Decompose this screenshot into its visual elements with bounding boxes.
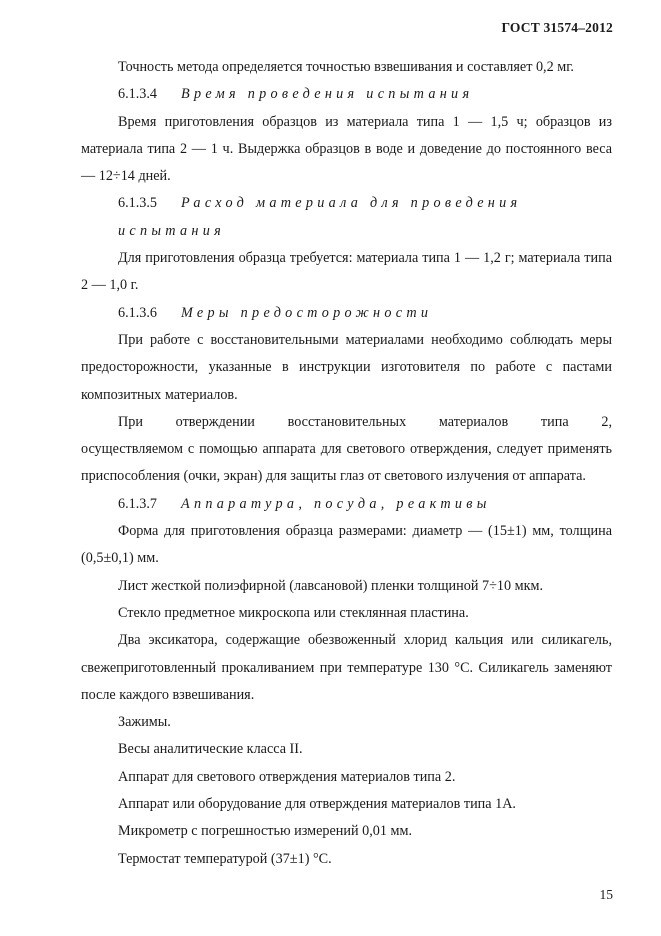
list-item-clamps: Зажимы. (118, 714, 171, 731)
section-number: 6.1.3.4 (118, 86, 158, 103)
section-heading-6-1-3-6 (81, 300, 612, 327)
paragraph-glass: Стекло предметное микроскопа или стеклянная пластина. (118, 604, 469, 621)
section-title: Аппаратура, посуда, реактивы (181, 495, 491, 512)
paragraph-desiccators: Два эксикатора, содержащие обезвоженный хлорид кальция или силикагель, свежеприготовленный прокаливанием при температуре 130 °С. Силикагель заменяют после каждого взвешивания. (81, 632, 612, 703)
paragraph-material-consumption: Для приготовления образца требуется: материала типа 1 — 1,2 г; материала типа 2 — 1,0 г. (81, 250, 612, 294)
section-title: Время проведения испытания (181, 86, 474, 103)
section-number: 6.1.3.5 (118, 195, 158, 212)
page-body (81, 54, 612, 873)
list-item-scales: Весы аналитические класса II. (118, 741, 303, 758)
list-item-light-curing-device: Аппарат для светового отверждения материалов типа 2. (118, 768, 456, 785)
section-title: Меры предосторожности (181, 304, 433, 321)
page-number: 15 (599, 887, 613, 902)
section-title: Расход материала для проведения испытания (118, 195, 522, 239)
paragraph-curing-first-line: При отверждении восстановительных материалов типа 2, (118, 413, 612, 430)
paragraph-mold: Форма для приготовления образца размерами: диаметр — (15±1) мм, толщина (0,5±0,1) мм. (81, 523, 612, 567)
list-item-micrometer: Микрометр с погрешностью измерений 0,01 мм. (118, 823, 412, 840)
section-number: 6.1.3.7 (118, 495, 158, 512)
list-item-thermostat: Термостат температурой (37±1) °С. (118, 850, 332, 867)
section-number: 6.1.3.6 (118, 304, 158, 321)
paragraph-accuracy: Точность метода определяется точностью взвешивания и составляет 0,2 мг. (118, 59, 574, 75)
section-heading-6-1-3-4 (81, 81, 612, 108)
paragraph-film: Лист жесткой полиэфирной (лавсановой) пленки толщиной 7÷10 мкм. (118, 577, 543, 594)
list-item-curing-equipment: Аппарат или оборудование для отверждения материалов типа 1А. (118, 796, 516, 813)
section-heading-6-1-3-5 (81, 190, 612, 245)
section-heading-6-1-3-7 (81, 491, 612, 518)
document-header: ГОСТ 31574–2012 (501, 20, 613, 35)
paragraph-curing-rest: осуществляемом с помощью аппарата для светового отверждения, следует применять приспособления (очки, экран) для защиты глаз от светового излучения от аппарата. (81, 441, 612, 485)
paragraph-test-time: Время приготовления образцов из материала типа 1 — 1,5 ч; образцов из материала типа 2 — 1 ч. Выдержка образцов в воде и доведение до постоянного веса — 12÷14 дней. (81, 113, 612, 185)
paragraph-precautions: При работе с восстановительными материалами необходимо соблюдать меры предосторожности, указанные в инструкции изготовителя по работе с пастами композитных материалов. (81, 331, 612, 403)
